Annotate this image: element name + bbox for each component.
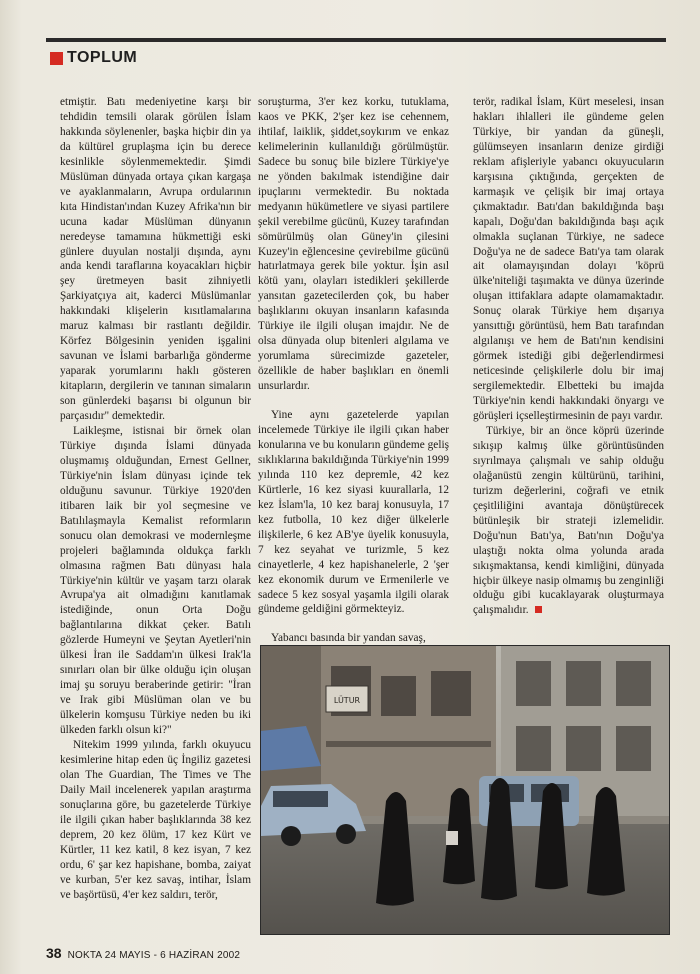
article-end-mark-icon — [535, 606, 542, 613]
paragraph — [473, 424, 664, 618]
paragraph: Yine aynı gazetelerde yapılan incelemede Türkiye ile ilgili çıkan haber konularına ve bu konuların gündeme geliş sıklıklarına bakıldığında Türkiye'nin 1999 yılında 110 kez depremle, 42 kez Kürtlerle, 16 kez siyasi kuurallarla, 12 kez İslam'la, 10 kez baraj konusuyla, 17 kez futbolla, 10 kez diğer ülkelerle ilişkilerle, 6 kez AB'ye üyelik konusuyla, 7 kez seyahat ve turizmle, 5 kez cinayetlerle, 4 kez hapishanelerle, 2 'şer kez ekonomik durum ve Ermenilerle ve sadece 5 kez sosyal yaşamla ilgili olarak gündeme geldiğini görmekteyiz. — [258, 409, 449, 616]
paragraph: Nitekim 1999 yılında, farklı okuyucu kesimlerine hitap eden üç İngiliz gazetesi olan The Guardian, The Times ve The Daily Mail incelenerek yapılan araştırma sonuçlarına göre, bu gazetelerde Türkiye ile ilgili çıkan haber başlıklarında 38 kez deprem, 20 kez ölüm, 17 kez Kürt ve Kürtler, 11 kez katil, 8 kez isyan, 7 kez ordu, 6' şar kez hapishane, bomba, zaiyat ve kurban, 5'er kez savaş, intihar, İslam ve başörtüsü, 4'er kez saldırı, terör, — [60, 738, 251, 901]
page-number: 38 — [46, 945, 62, 961]
street-scene-illustration — [261, 646, 669, 934]
paragraph: soruşturma, 3'er kez korku, tutuklama, kaos ve PKK, 2'şer kez ise cehennem, ihtilaf, laiklik, şiddet,soykırım ve enkaz kelimelerinin kullanıldığı görülmüştür. Sadece bu sonuç bile bizlere Türkiye'ye ne yönden bakılmak istendiğine dair ipuçlarını vermektedir. Bu noktada medyanın hükümetlere ve siyasi partilere şekil verebilme gücünü, Kuzey tarafından sömürülmüş olan Güney'in çilesini Kuzey'in eğlencesine çevirebilme gücünü hatırlatmaya gerek bile yoktur. İşin asıl kötü yanı, olayları istedikleri şekillerde yansıtan gazetecilerden çok, bu haber başlıklarını okuyan insanların kafasında Türkiye ile ilgili oluşan imajdır. Ne de olsa dünyada olup bitenleri algılama ve yorumlama sürecimizde gazeteler, özellikle de haber başlıkları en önemli unsurlardır. — [258, 96, 449, 393]
paragraph: etmiştir. Batı medeniyetine karşı bir tehdidin temsili olarak görülen İslam hakkında söylenenler, başka hiçbir din ya da kültürel gruplaşma için bu derece kesinlikle söylenmemektedir. Şimdi Müslüman dünyada ortaya çıkan kargaşa ve ayaklanmaların, Avrupa ordularının kıta Hindistan'ından Kuzey Afrika'nın bir ucuna kadar Müslüman dünyanın neredeyse tamamına hükmettiği eski günlere duyulan nostalji dışında, aynı anda kendi taraflarına koyacakları hiçbir şey üretmeyen basit zihniyetli Şarkiyatçıya ait, kaderci Müslümanlar hakkındaki klişelerin kısıtlamalarına maruz kalması bir rastlantı değildir. Körfez Bölgesinin yeniden işgalini savunan ve İslami barbarlığa gönderme yaparak yorumlarını haklı gösteren kitapların, dergilerin ve tanınan simaların son günlerdeki başarısı bi olgunun bir parçasıdır" demektedir. — [60, 96, 251, 423]
section-header — [50, 47, 137, 69]
paragraph: terör, radikal İslam, Kürt meselesi, insan hakları ihlalleri ile gündeme gelen Türkiye, bir yandan da güneşli, gülümseyen insanların denize girdiği reklam afişleriyle yabancı okuyucuların karşısına çıktığında, gerçekten de karmaşık ve çelişik bir imaj ortaya çıkmaktadır. Batı'dan bakıldığında başı kapalı, Doğu'dan bakıldığında başı açık olmakla suçlanan Türkiye, ne sadece Doğu'ya ne de sadece Batı'ya tam olarak ait olamayışından dolayı 'köprü ülke'niteliği taşımakta ve dünya üzerinde oluşan ittifaklara adapte olamamaktadır. Sonuç olarak Türkiye hem dışarıya yansıttığı görüntüsü, hem Batı tarafından algılanışı ve hem de Batı'nın kendisini görmek istediği gibi değerlendirmesi neticesinde çelişkilerle dolu bir imaj sergilemektedir. Elbetteki bu imajda Türkiye'nin kendi hakkındaki önyargı ve görüşleri içselleştirmesinin de payı vardır. — [473, 96, 664, 423]
article-column-2 — [258, 95, 449, 645]
street-photo — [260, 645, 670, 935]
paragraph-text: Türkiye, bir an önce köprü üzerinde sıkışıp kalmış ülke görüntüsünden sıyrılmaya çalışmalı ve sahip olduğu olağanüstü zengin kültürünü, tarihini, turizm değerlerini, coğrafi ve etnik çeşitliliğini avantaja dönüştürecek bütünleşik bir strateji izlemelidir. Doğu'nun Batı'ya, Batı'nın Doğu'ya ulaştığı nokta olma yolunda arada sıkışmaktansa, kendi kimliğini, dünyada hiçbir ülkeye nasip olmamış bu zenginliği olduğu gibi kucaklayarak oluşturmaya çalışmalıdır. — [473, 424, 664, 617]
section-title: TOPLUM — [67, 49, 138, 66]
article-column-3 — [473, 95, 664, 640]
section-marker-icon — [50, 52, 63, 65]
paragraph: Laikleşme, istisnai bir örnek olan Türkiye dışında İslami dünyada oluşmamış olduğundan, Ernest Gellner, Türkiye'nin İslam dünyası içinde tek olduğunu savunur. Türkiye 1920'den itibaren laik bir yol seçmesine ve Batılılaşmayla Kemalist reformların sonucu olan demokrasi ve modernleşme projeleri bağlamında oldukça farklı olmasına rağmen Batı dünyası hala Türkiye'nin kültür ve yaşam tarzı olarak Avrupa'ya ait olmadığını kanıtlamak istediğinde, onun Orta Doğu bağlantılarına dikkat çeker. Batılı gözlerde Humeyni ve Şeytan Ayetleri'nin ülkesi İran ile Saddam'ın ülkesi Irak'la sınırları olan bir ülke olduğu için oluşan imaj şu soruyu beraberinde getirir: "İran ve Irak gibi Müslüman olan ve bu ülkelerin komşusu Türkiye neden bu iki ülkeden farklı olsun ki?" — [60, 424, 251, 737]
article-column-1 — [60, 95, 251, 930]
issue-info: NOKTA 24 MAYIS - 6 HAZİRAN 2002 — [67, 950, 241, 961]
page-footer — [46, 945, 240, 961]
shop-sign-text: LÜTUR — [333, 696, 361, 705]
top-rule — [46, 38, 666, 42]
paragraph: Yabancı basında bir yandan savaş, — [271, 632, 426, 645]
